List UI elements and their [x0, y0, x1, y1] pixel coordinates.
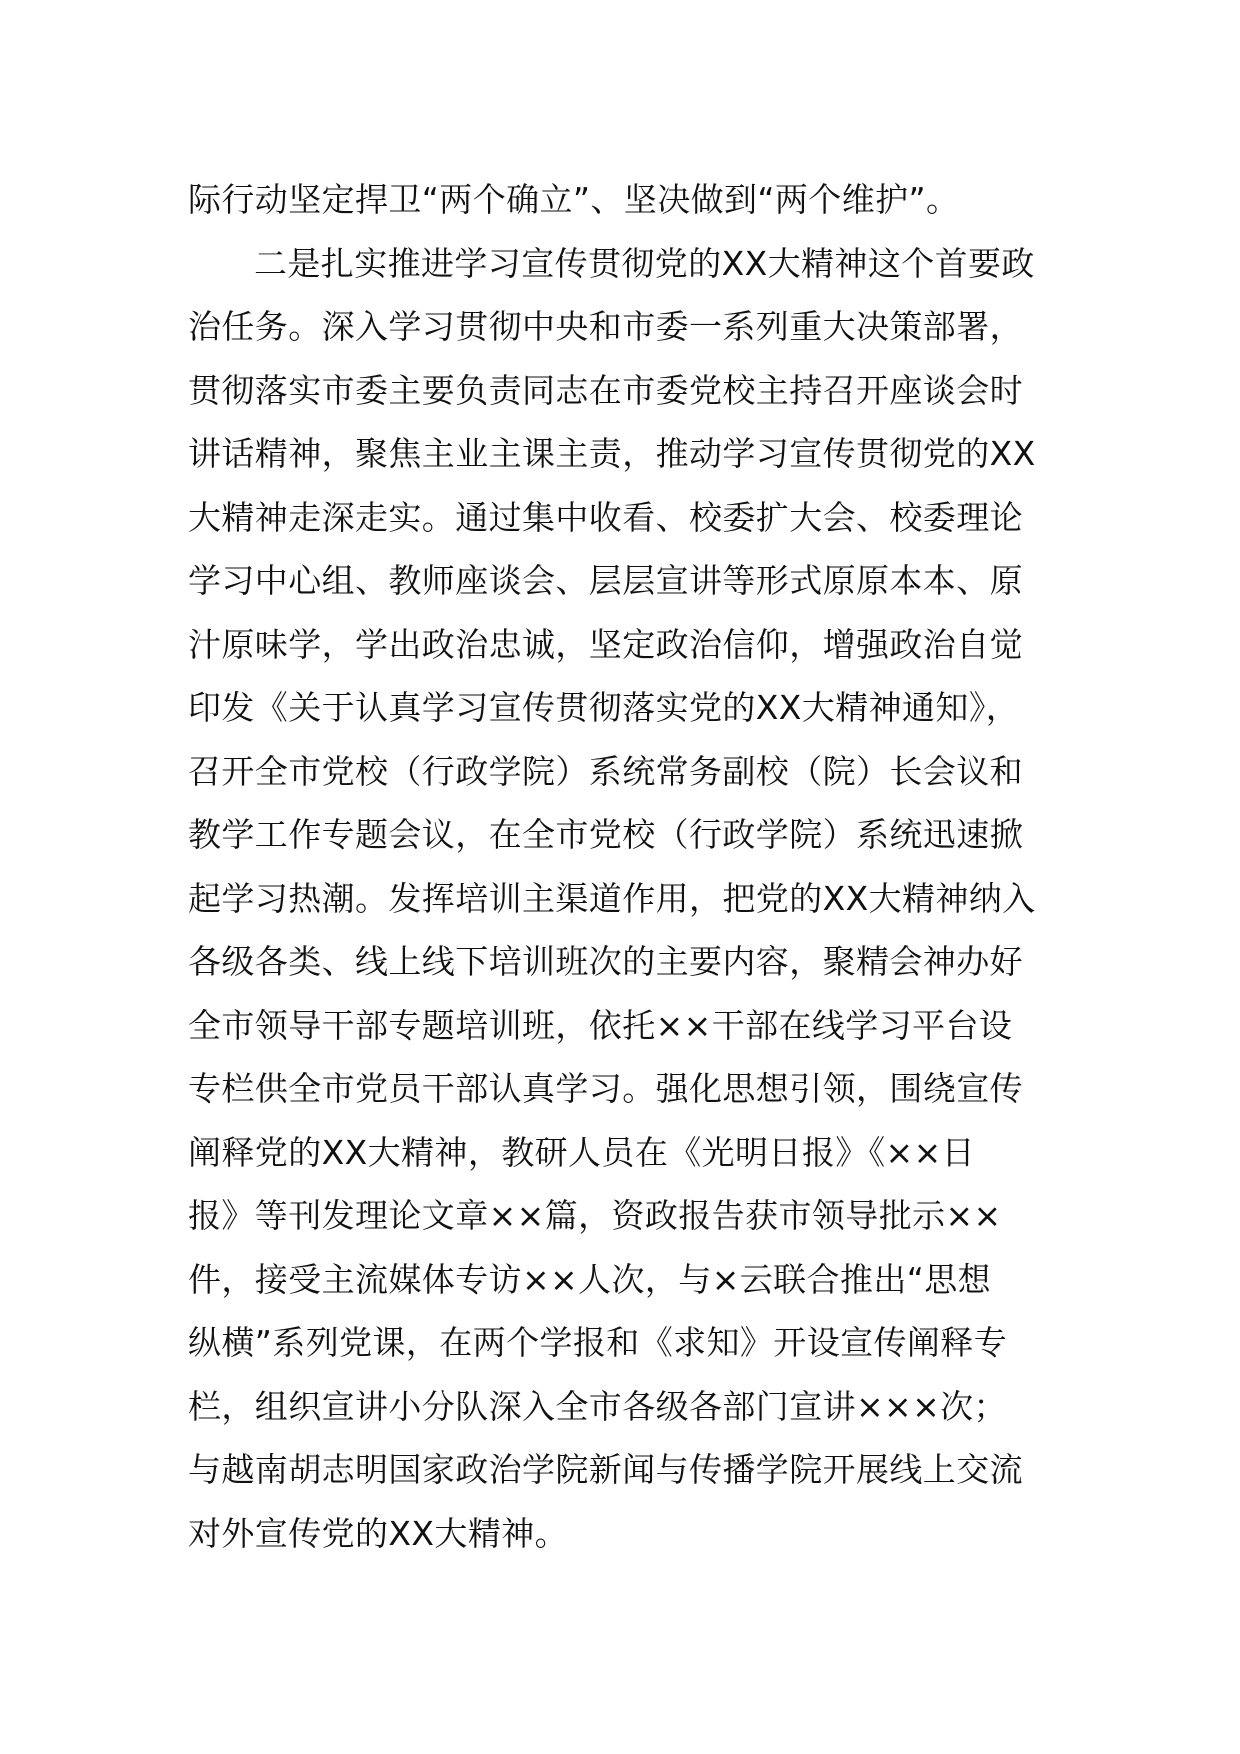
text-line-13: 各级各类、线上线下培训班次的主要内容，聚精会神办好: [188, 942, 1023, 981]
text-line-2-paragraph-start: 二是扎实推进学习宣传贯彻党的XX大精神这个首要政: [254, 243, 1035, 283]
text-line-3: 治任务。深入学习贯彻中央和市委一系列重大决策部署，: [188, 307, 1023, 346]
text-line-15: 专栏供全市党员干部认真学习。强化思想引领，围绕宣传: [188, 1069, 1023, 1108]
text-line-19: 纵横”系列党课，在两个学报和《求知》开设宣传阐释专: [188, 1323, 1008, 1362]
text-line-5: 讲话精神，聚焦主业主课主责，推动学习宣传贯彻党的XX: [188, 434, 1036, 473]
text-line-20: 栏，组织宣讲小分队深入全市各级各部门宣讲×××次；: [188, 1386, 1007, 1426]
text-line-7: 学习中心组、教师座谈会、层层宣讲等形式原原本本、原: [188, 561, 1023, 600]
text-line-10: 召开全市党校（行政学院）系统常务副校（院）长会议和: [188, 751, 1023, 791]
body-text: [188, 168, 1063, 1565]
text-line-8: 汁原味学，学出政治忠诚，坚定政治信仰，增强政治自觉: [188, 624, 1023, 664]
text-line-22: 对外宣传党的XX大精神。: [188, 1513, 569, 1553]
text-line-1: 际行动坚定捍卫“两个确立”、坚决做到“两个维护”。: [188, 180, 960, 219]
text-line-12: 起学习热潮。发挥培训主渠道作用，把党的XX大精神纳入: [188, 878, 1036, 918]
text-line-14: 全市领导干部专题培训班，依托××干部在线学习平台设: [188, 1005, 1013, 1045]
text-line-11: 教学工作专题会议，在全市党校（行政学院）系统迅速掀: [188, 815, 1023, 854]
text-line-6: 大精神走深走实。通过集中收看、校委扩大会、校委理论: [188, 497, 1023, 537]
text-line-18: 件，接受主流媒体专访××人次，与×云联合推出“思想: [188, 1259, 992, 1299]
text-line-21: 与越南胡志明国家政治学院新闻与传播学院开展线上交流: [188, 1450, 1023, 1489]
text-line-17: 报》等刊发理论文章××篇，资政报告获市领导批示××: [188, 1196, 1002, 1235]
text-line-16: 阐释党的XX大精神，教研人员在《光明日报》《××日: [188, 1132, 976, 1172]
text-line-4: 贯彻落实市委主要负责同志在市委党校主持召开座谈会时: [188, 370, 1023, 410]
text-line-9: 印发《关于认真学习宣传贯彻落实党的XX大精神通知》，: [188, 688, 1020, 727]
